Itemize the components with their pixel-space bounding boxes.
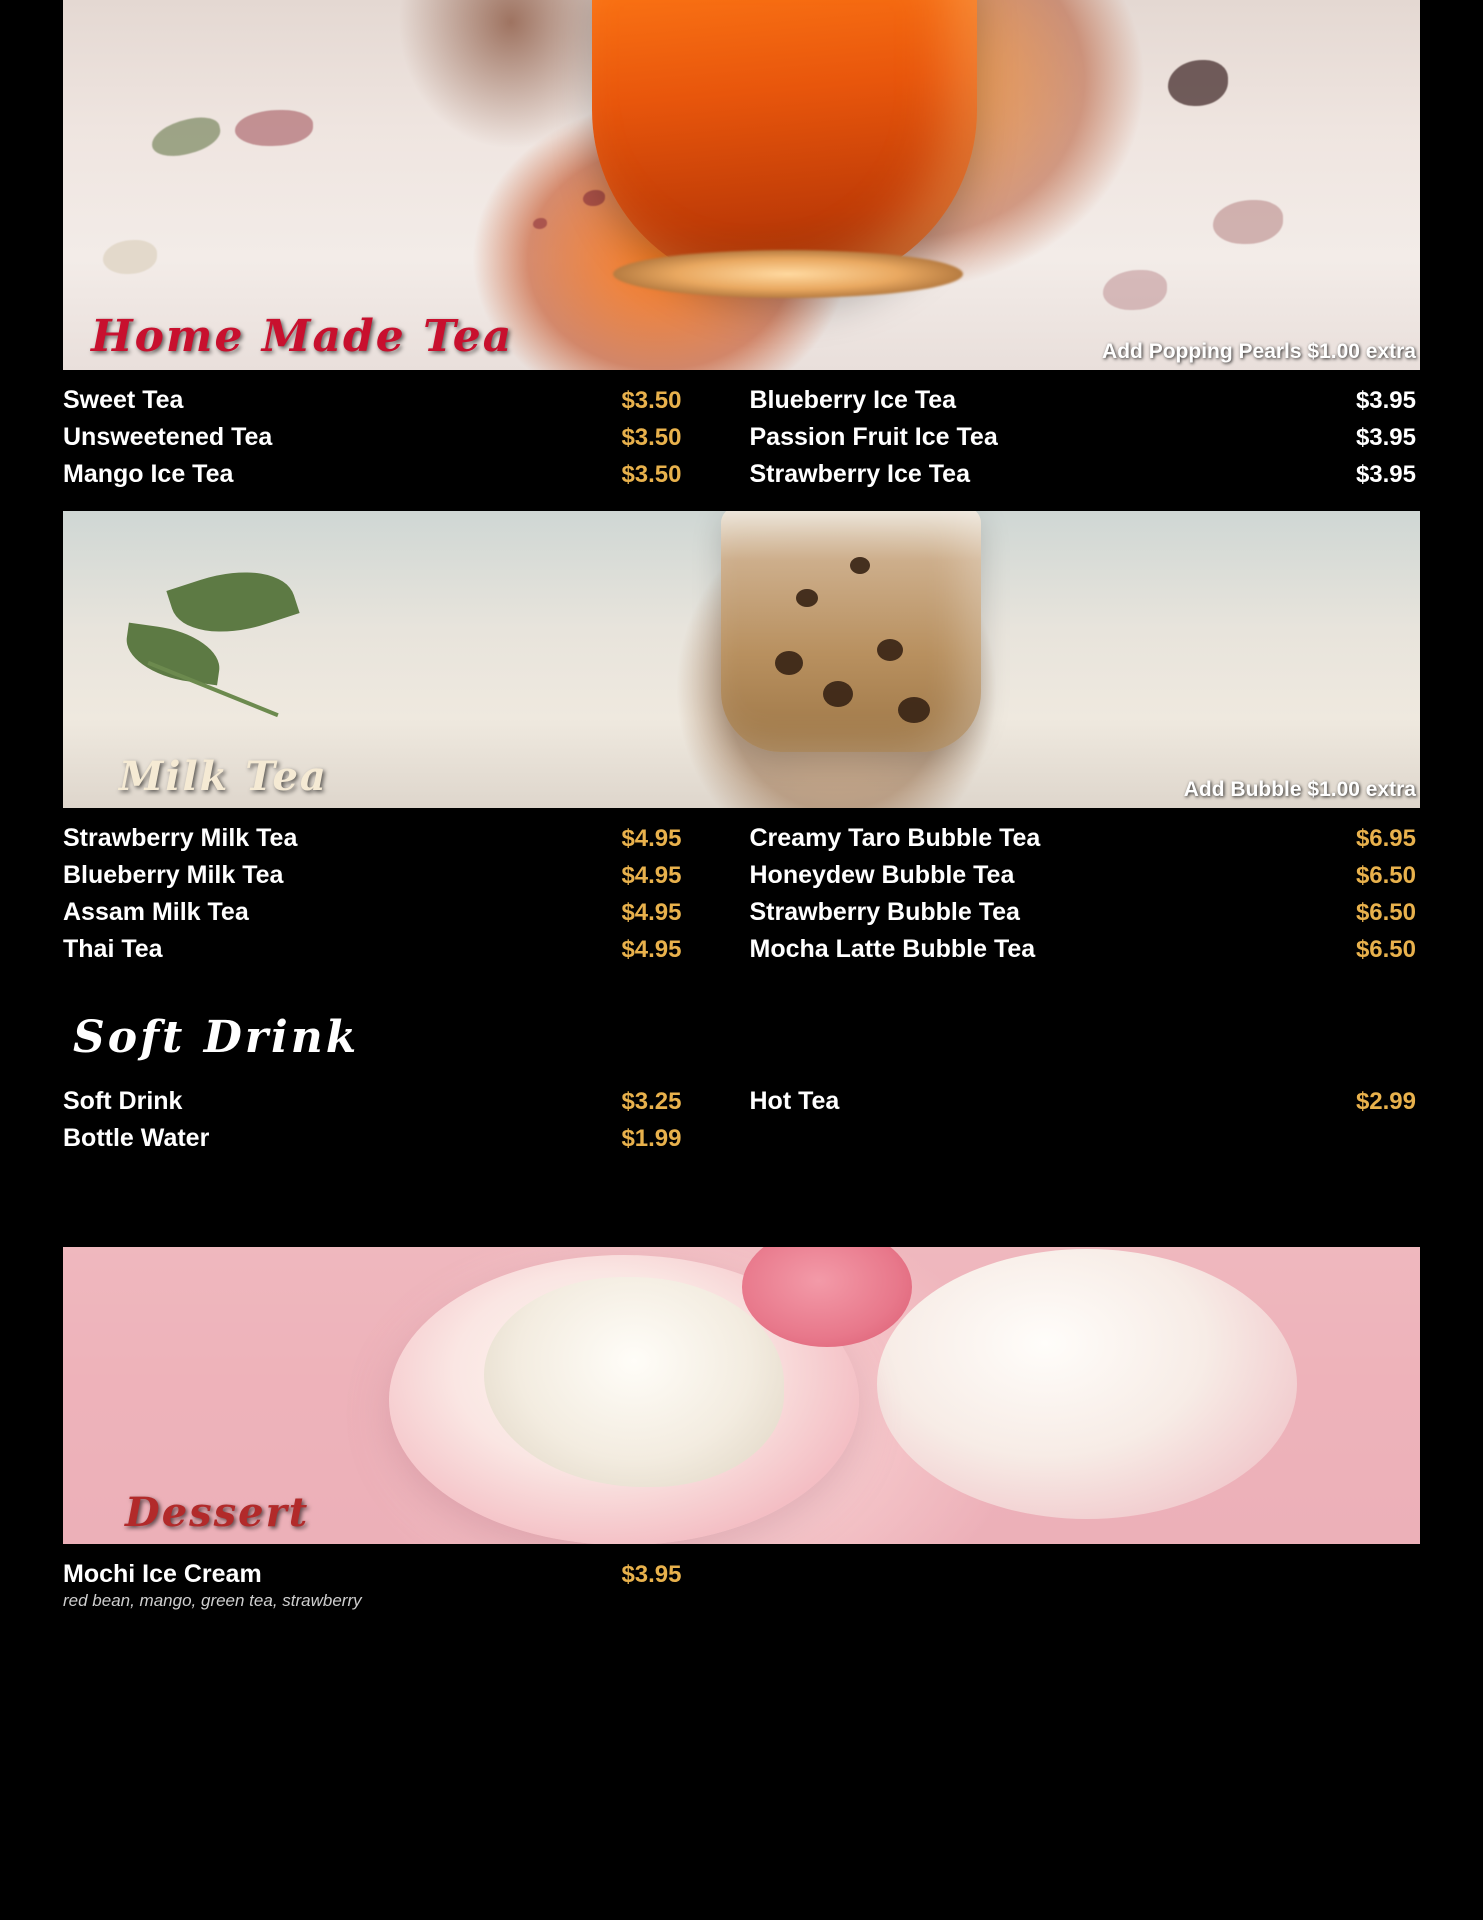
section-title-soft-drink: Soft Drink [73, 1012, 360, 1063]
tea-pitcher-base [613, 250, 963, 298]
item-price: $4.95 [621, 899, 682, 926]
item-price: $1.99 [621, 1125, 682, 1152]
menu-row [63, 1120, 1420, 1157]
section-note-home-made-tea: Add Popping Pearls $1.00 extra [1102, 340, 1416, 363]
menu-item[interactable] [63, 931, 742, 968]
item-name: Hot Tea [749, 1087, 840, 1115]
menu-item[interactable] [742, 382, 1421, 419]
item-line [63, 1560, 682, 1589]
item-price: $3.50 [621, 387, 682, 414]
menu-item[interactable] [63, 820, 742, 857]
item-name: Bottle Water [63, 1124, 210, 1152]
milk-tea-items [63, 808, 1420, 968]
decor-leaf [122, 623, 224, 686]
dessert-banner [63, 1247, 1420, 1544]
menu-item[interactable] [742, 1083, 1421, 1120]
menu-row [63, 1083, 1420, 1120]
item-name: Strawberry Ice Tea [749, 460, 970, 488]
item-price: $3.25 [621, 1088, 682, 1115]
item-price: $3.95 [1355, 461, 1416, 488]
menu-row [63, 820, 1420, 857]
menu-item[interactable] [742, 931, 1421, 968]
item-name: Mochi Ice Cream [63, 1560, 262, 1588]
menu-row [63, 456, 1420, 493]
menu-row [63, 382, 1420, 419]
boba-pearl [877, 639, 903, 661]
item-name: Strawberry Bubble Tea [749, 898, 1020, 926]
menu-content [63, 0, 1420, 1615]
spacer [63, 493, 1420, 511]
item-name: Thai Tea [63, 935, 163, 963]
section-title-home-made-tea: Home Made Tea [91, 311, 514, 362]
section-title-dessert: Dessert [125, 1489, 310, 1536]
item-description: red bean, mango, green tea, strawberry [63, 1591, 362, 1610]
menu-item[interactable] [63, 894, 742, 931]
menu-item[interactable] [742, 857, 1421, 894]
home-made-tea-banner [63, 0, 1420, 370]
item-price: $3.95 [1355, 424, 1416, 451]
item-price: $2.99 [1355, 1088, 1416, 1115]
menu-row [63, 1556, 1420, 1615]
item-name: Blueberry Ice Tea [749, 386, 957, 414]
item-name: Mango Ice Tea [63, 460, 234, 488]
item-name: Strawberry Milk Tea [63, 824, 298, 852]
menu-item[interactable] [63, 419, 742, 456]
spacer [63, 1157, 1420, 1247]
item-name: Sweet Tea [63, 386, 184, 414]
item-price: $4.95 [621, 936, 682, 963]
dessert-items [63, 1544, 1420, 1615]
decor-petal [103, 240, 157, 274]
section-note-milk-tea: Add Bubble $1.00 extra [1183, 778, 1416, 801]
item-name: Assam Milk Tea [63, 898, 249, 926]
item-price: $6.50 [1355, 936, 1416, 963]
item-price: $3.95 [621, 1561, 682, 1588]
home-made-tea-items [63, 370, 1420, 493]
decor-petal [533, 218, 547, 229]
menu-item[interactable] [742, 456, 1421, 493]
milk-tea-banner [63, 511, 1420, 808]
tea-pitcher-image [592, 0, 977, 290]
item-price: $3.95 [1355, 387, 1416, 414]
menu-item-empty [742, 1556, 1421, 1615]
menu-row [63, 857, 1420, 894]
menu-item[interactable] [63, 1083, 742, 1120]
menu-row [63, 419, 1420, 456]
soft-drink-items [63, 1071, 1420, 1157]
boba-pearl [850, 557, 870, 574]
boba-pearl [796, 589, 818, 607]
decor-petal [235, 110, 313, 146]
item-name: Creamy Taro Bubble Tea [749, 824, 1041, 852]
item-price: $4.95 [621, 825, 682, 852]
decor-petal [1213, 200, 1283, 244]
decor-petal [1168, 60, 1228, 106]
menu-item-empty [742, 1120, 1421, 1157]
decor-leaf [148, 113, 224, 161]
boba-pearl [898, 697, 930, 723]
menu-item[interactable] [63, 1556, 742, 1615]
menu-item[interactable] [742, 820, 1421, 857]
item-price: $6.50 [1355, 862, 1416, 889]
menu-item[interactable] [63, 382, 742, 419]
menu-item[interactable] [742, 419, 1421, 456]
item-name: Soft Drink [63, 1087, 183, 1115]
menu-item[interactable] [742, 894, 1421, 931]
item-name: Honeydew Bubble Tea [749, 861, 1015, 889]
item-price: $3.50 [621, 424, 682, 451]
item-block [63, 1560, 682, 1611]
item-price: $3.50 [621, 461, 682, 488]
item-name: Unsweetened Tea [63, 423, 273, 451]
menu-row [63, 894, 1420, 931]
menu-item[interactable] [63, 857, 742, 894]
decor-petal [583, 190, 605, 206]
boba-pearl [823, 681, 853, 707]
item-name: Mocha Latte Bubble Tea [749, 935, 1036, 963]
menu-item[interactable] [63, 1120, 742, 1157]
section-title-milk-tea: Milk Tea [119, 753, 328, 800]
item-name: Blueberry Milk Tea [63, 861, 284, 889]
item-price: $6.50 [1355, 899, 1416, 926]
mochi-image [877, 1249, 1297, 1519]
menu-item[interactable] [63, 456, 742, 493]
decor-petal [1103, 270, 1167, 310]
menu-row [63, 931, 1420, 968]
milk-tea-cup-image [721, 511, 981, 752]
item-price: $4.95 [621, 862, 682, 889]
item-name: Passion Fruit Ice Tea [749, 423, 998, 451]
item-price: $6.95 [1355, 825, 1416, 852]
